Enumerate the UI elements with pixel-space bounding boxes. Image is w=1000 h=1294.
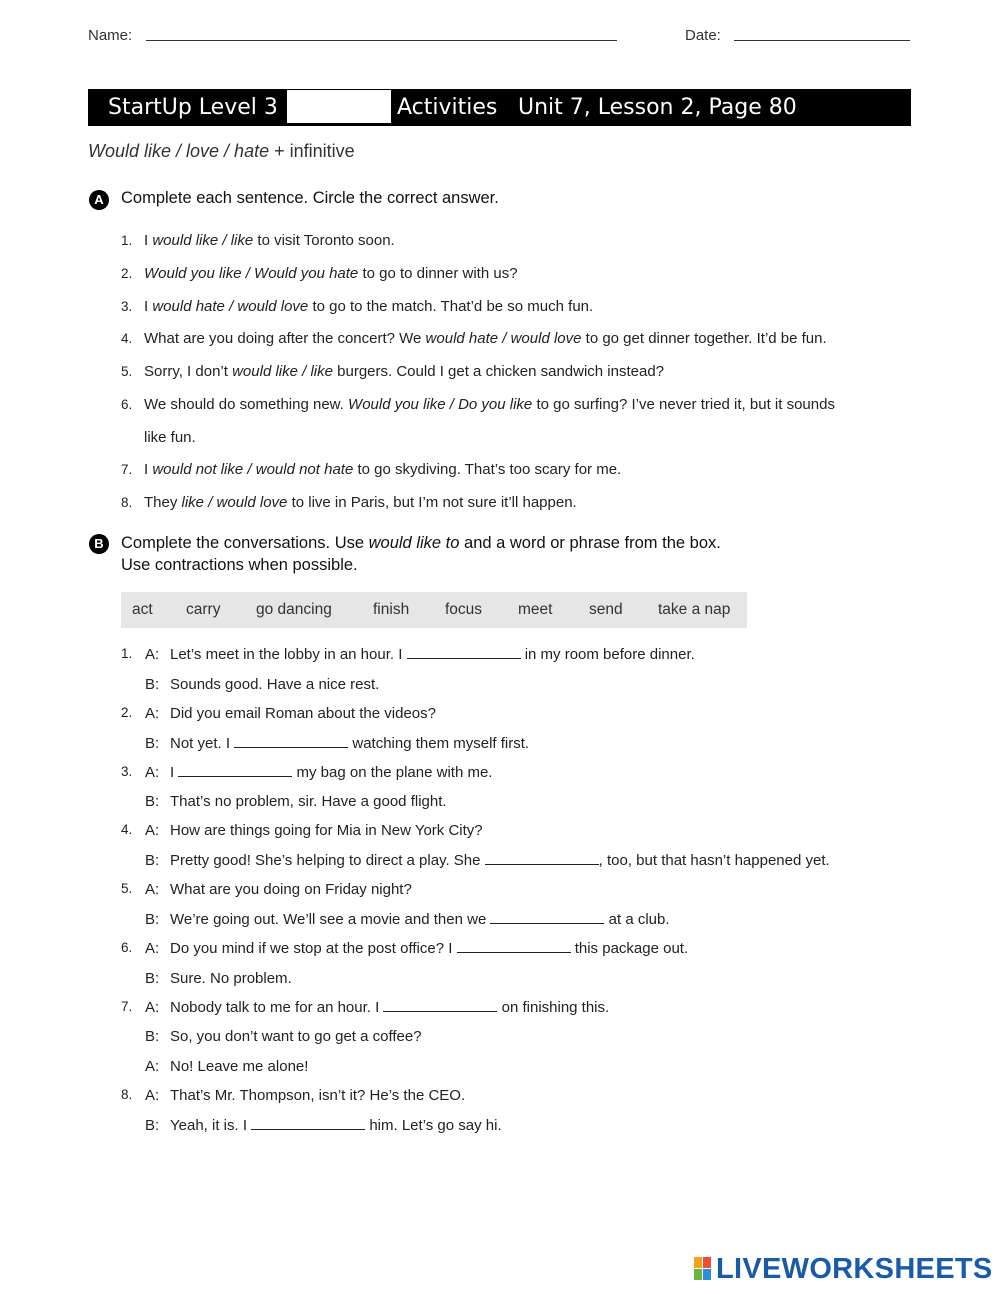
answer-blank[interactable] [234, 735, 348, 748]
item-number: 7. [121, 462, 133, 477]
section-a-instruction: Complete each sentence. Circle the correct answer. [121, 189, 499, 207]
conversation-number: 4. [121, 822, 133, 837]
grammar-topic-plain: + infinitive [269, 141, 355, 161]
liveworksheets-logo-text: LIVEWORKSHEETS [716, 1253, 993, 1285]
item-text-pre: I [144, 461, 153, 478]
banner-activities: Activities [397, 95, 498, 120]
banner-level: StartUp Level 3 [108, 95, 278, 120]
item-text-pre: I [144, 232, 153, 249]
word-box-item: act [132, 601, 153, 618]
exercise-a-item [121, 494, 577, 511]
liveworksheets-logo-icon [694, 1257, 712, 1281]
dialogue-text [170, 911, 670, 928]
dialogue-text-post: in my room before dinner. [520, 646, 695, 663]
section-b-instruction-pre: Complete the conversations. Use [121, 534, 369, 552]
speaker-label: A: [145, 881, 160, 898]
conversation-number: 2. [121, 705, 133, 720]
dialogue-text-pre: Do you mind if we stop at the post office? I [170, 940, 457, 957]
dialogue-text-pre: I [170, 764, 179, 781]
speaker-label: B: [145, 970, 160, 987]
grammar-topic-italic: Would like / love / hate [88, 141, 270, 161]
date-line[interactable] [734, 40, 910, 41]
speaker-label: B: [145, 911, 160, 928]
word-box-item: finish [373, 601, 410, 618]
dialogue-text [170, 970, 292, 987]
exercise-a-item [121, 363, 664, 380]
answer-blank[interactable] [485, 852, 599, 865]
answer-blank[interactable] [407, 646, 521, 659]
item-text-pre: What are you doing after the concert? We [144, 330, 426, 347]
speaker-label: B: [145, 852, 160, 869]
answer-options[interactable]: like / would love [181, 494, 288, 511]
banner-blank [287, 90, 391, 123]
dialogue-text [170, 1028, 422, 1045]
conversation-number: 5. [121, 881, 133, 896]
dialogue-text [170, 676, 379, 693]
dialogue-text-pre: Let’s meet in the lobby in an hour. I [170, 646, 407, 663]
dialogue-text-pre: That’s Mr. Thompson, isn’t it? He’s the CEO. [170, 1087, 466, 1104]
item-number: 3. [121, 299, 133, 314]
dialogue-text-pre: Pretty good! She’s helping to direct a play. She [170, 852, 485, 869]
date-label: Date: [685, 27, 721, 44]
dialogue-text-post: at a club. [604, 911, 670, 928]
exercise-a-item [121, 461, 621, 478]
item-text-post: to go skydiving. That’s too scary for me. [353, 461, 622, 478]
dialogue-text [170, 1058, 308, 1075]
grammar-topic [88, 141, 355, 162]
dialogue-text [170, 852, 830, 869]
speaker-label: A: [145, 999, 160, 1016]
speaker-label: A: [145, 764, 160, 781]
item-number: 1. [121, 233, 133, 248]
banner-unit: Unit 7, Lesson 2, Page 80 [518, 95, 797, 120]
dialogue-text-post: my bag on the plane with me. [292, 764, 493, 781]
dialogue-text [170, 705, 436, 722]
section-b-instruction-line2: Use contractions when possible. [121, 556, 358, 574]
dialogue-text-pre: Not yet. I [170, 735, 235, 752]
answer-blank[interactable] [457, 940, 571, 953]
dialogue-text [170, 764, 492, 781]
item-number: 5. [121, 364, 133, 379]
section-b-instruction-post: and a word or phrase from the box. [459, 534, 721, 552]
dialogue-text-post: , too, but that hasn’t happened yet. [598, 852, 830, 869]
item-text-post: to go to the match. That’d be so much fun. [308, 298, 594, 315]
word-box-item: focus [445, 601, 483, 618]
item-number: 6. [121, 397, 133, 412]
speaker-label: A: [145, 646, 160, 663]
dialogue-text [170, 735, 529, 752]
dialogue-text-post: him. Let’s go say hi. [365, 1117, 502, 1134]
dialogue-text-pre: Sounds good. Have a nice rest. [170, 676, 380, 693]
answer-options[interactable]: Would you like / Do you like [348, 396, 533, 413]
section-b-instruction [121, 534, 721, 553]
section-a-badge: A [89, 190, 109, 210]
dialogue-text-pre: That’s no problem, sir. Have a good flight. [170, 793, 447, 810]
conversation-number: 8. [121, 1087, 133, 1102]
answer-blank[interactable] [178, 764, 292, 777]
conversation-number: 3. [121, 764, 133, 779]
item-text-pre: We should do something new. [144, 396, 349, 413]
speaker-label: B: [145, 793, 160, 810]
exercise-a-item [121, 298, 593, 315]
section-b-instruction-italic: would like to [368, 534, 460, 552]
item-number: 4. [121, 331, 133, 346]
word-box-item: send [589, 601, 623, 618]
item-text-pre: Sorry, I don’t [144, 363, 233, 380]
item-text-post: burgers. Could I get a chicken sandwich instead? [332, 363, 665, 380]
exercise-a-item [121, 330, 827, 347]
conversation-number: 1. [121, 646, 133, 661]
exercise-a-item [121, 232, 395, 249]
item-text-post: to go get dinner together. It’d be fun. [581, 330, 827, 347]
dialogue-text [170, 793, 447, 810]
item-text-post: to live in Paris, but I’m not sure it’ll happen. [287, 494, 577, 511]
speaker-label: B: [145, 1028, 160, 1045]
word-box-item: meet [518, 601, 553, 618]
item-text-post: to go to dinner with us? [358, 265, 518, 282]
dialogue-text-post: watching them myself first. [348, 735, 530, 752]
speaker-label: B: [145, 1117, 160, 1134]
name-label: Name: [88, 27, 133, 44]
item-text-post: to visit Toronto soon. [253, 232, 395, 249]
word-box [121, 592, 747, 628]
word-box-item: take a nap [658, 601, 731, 618]
dialogue-text [170, 822, 483, 839]
item-continuation: like fun. [144, 429, 196, 446]
speaker-label: A: [145, 940, 160, 957]
word-box-item: carry [186, 601, 221, 618]
title-banner [88, 89, 911, 126]
exercise-a-item [121, 265, 518, 282]
conversation-number: 6. [121, 940, 133, 955]
dialogue-text [170, 1117, 502, 1134]
dialogue-text [170, 646, 695, 663]
dialogue-text-pre: No! Leave me alone! [170, 1058, 309, 1075]
speaker-label: B: [145, 735, 160, 752]
answer-blank[interactable] [251, 1117, 365, 1130]
dialogue-text-pre: How are things going for Mia in New York City? [170, 822, 483, 839]
dialogue-text-pre: Sure. No problem. [170, 970, 292, 987]
item-number: 8. [121, 495, 133, 510]
item-text-post: to go surfing? I’ve never tried it, but it sounds [532, 396, 835, 413]
answer-options[interactable]: would hate / would love [425, 330, 582, 347]
answer-options[interactable]: would not like / would not hate [152, 461, 354, 478]
item-text-pre: I [144, 298, 153, 315]
speaker-label: A: [145, 822, 160, 839]
item-text-pre: They [144, 494, 182, 511]
dialogue-text [170, 999, 609, 1016]
dialogue-text-post: this package out. [570, 940, 689, 957]
answer-options[interactable]: would hate / would love [152, 298, 309, 315]
conversation-number: 7. [121, 999, 133, 1014]
dialogue-text-pre: Nobody talk to me for an hour. I [170, 999, 384, 1016]
answer-blank[interactable] [383, 999, 497, 1012]
answer-options[interactable]: Would you like / Would you hate [144, 265, 359, 282]
dialogue-text-post: on finishing this. [497, 999, 610, 1016]
word-box-item: go dancing [256, 601, 332, 618]
item-number: 2. [121, 266, 133, 281]
dialogue-text-pre: Yeah, it is. I [170, 1117, 252, 1134]
dialogue-text [170, 881, 412, 898]
answer-options[interactable]: would like / like [232, 363, 333, 380]
speaker-label: A: [145, 1087, 160, 1104]
dialogue-text-pre: We’re going out. We’ll see a movie and then we [170, 911, 491, 928]
answer-options[interactable]: would like / like [152, 232, 254, 249]
dialogue-text-pre: What are you doing on Friday night? [170, 881, 412, 898]
speaker-label: A: [145, 1058, 160, 1075]
section-b-badge: B [89, 534, 109, 554]
speaker-label: A: [145, 705, 160, 722]
name-line[interactable] [146, 40, 617, 41]
dialogue-text-pre: So, you don’t want to go get a coffee? [170, 1028, 422, 1045]
dialogue-text [170, 940, 688, 957]
dialogue-text-pre: Did you email Roman about the videos? [170, 705, 436, 722]
dialogue-text [170, 1087, 465, 1104]
exercise-a-item [121, 396, 835, 413]
answer-blank[interactable] [490, 911, 604, 924]
speaker-label: B: [145, 676, 160, 693]
